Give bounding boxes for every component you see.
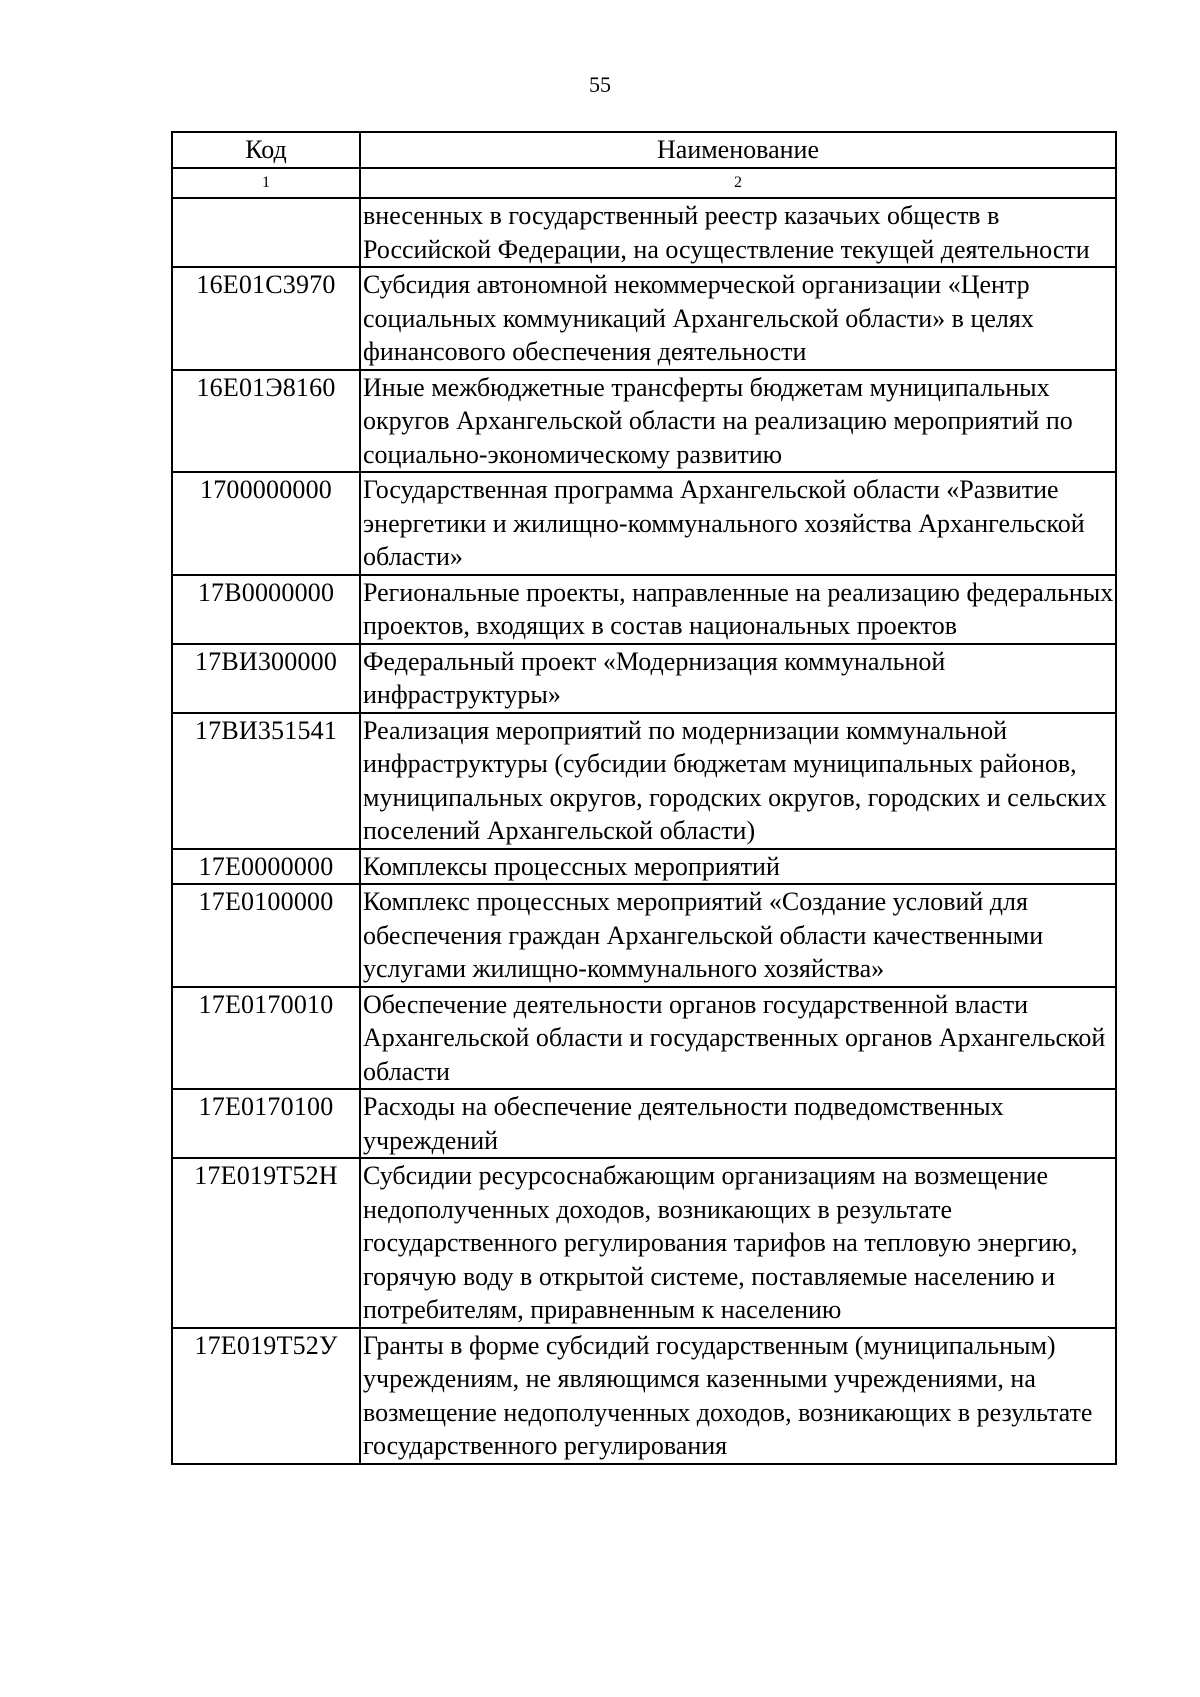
table-row (172, 644, 1116, 713)
row-name: Субсидии ресурсоснабжающим организациям на возмещение недополученных доходов, возникающих в результате государственного регулирования тарифов на тепловую энергию, горячую воду в открытой системе, поставляемые населению и потребителям, приравненным к населению (360, 1158, 1116, 1328)
page-number: 55 (589, 72, 611, 97)
header-code: Код (172, 132, 360, 168)
table-row (172, 849, 1116, 885)
row-code (172, 198, 360, 267)
header-name: Наименование (360, 132, 1116, 168)
column-number-1: 1 (172, 168, 360, 198)
table-row (172, 267, 1116, 370)
table-row (172, 370, 1116, 473)
row-code: 16Е01С3970 (172, 267, 360, 370)
row-code: 17ВИ351541 (172, 713, 360, 849)
row-code: 16Е01Э8160 (172, 370, 360, 473)
row-name: внесенных в государственный реестр казачьих обществ в Российской Федерации, на осуществление текущей деятельности (360, 198, 1116, 267)
row-code: 17Е0170100 (172, 1089, 360, 1158)
row-code: 1700000000 (172, 472, 360, 575)
table-header-row (172, 132, 1116, 168)
row-name: Государственная программа Архангельской области «Развитие энергетики и жилищно-коммунального хозяйства Архангельской области» (360, 472, 1116, 575)
table-row (172, 198, 1116, 267)
row-name: Реализация мероприятий по модернизации коммунальной инфраструктуры (субсидии бюджетам муниципальных районов, муниципальных округов, городских округов, городских и сельских поселений Архангельской области) (360, 713, 1116, 849)
table-row (172, 987, 1116, 1090)
budget-classification-table (171, 131, 1117, 1465)
row-code: 17Е019Т52Н (172, 1158, 360, 1328)
row-code: 17В0000000 (172, 575, 360, 644)
row-name: Субсидия автономной некоммерческой организации «Центр социальных коммуникаций Архангельской области» в целях финансового обеспечения деятельности (360, 267, 1116, 370)
row-name: Иные межбюджетные трансферты бюджетам муниципальных округов Архангельской области на реализацию мероприятий по социально-экономическому развитию (360, 370, 1116, 473)
row-name: Федеральный проект «Модернизация коммунальной инфраструктуры» (360, 644, 1116, 713)
table-row (172, 575, 1116, 644)
row-name: Комплексы процессных мероприятий (360, 849, 1116, 885)
row-code: 17Е0100000 (172, 884, 360, 987)
row-code: 17Е019Т52У (172, 1328, 360, 1464)
row-name: Обеспечение деятельности органов государственной власти Архангельской области и государственных органов Архангельской области (360, 987, 1116, 1090)
table-row (172, 1328, 1116, 1464)
row-code: 17Е0000000 (172, 849, 360, 885)
table-row (172, 472, 1116, 575)
row-name: Комплекс процессных мероприятий «Создание условий для обеспечения граждан Архангельской области качественными услугами жилищно-коммунального хозяйства» (360, 884, 1116, 987)
column-number-row (172, 168, 1116, 198)
table-row (172, 884, 1116, 987)
row-name: Расходы на обеспечение деятельности подведомственных учреждений (360, 1089, 1116, 1158)
row-code: 17ВИ300000 (172, 644, 360, 713)
row-code: 17Е0170010 (172, 987, 360, 1090)
table-row (172, 1158, 1116, 1328)
row-name: Региональные проекты, направленные на реализацию федеральных проектов, входящих в состав национальных проектов (360, 575, 1116, 644)
column-number-2: 2 (360, 168, 1116, 198)
table-row (172, 713, 1116, 849)
table-row (172, 1089, 1116, 1158)
row-name: Гранты в форме субсидий государственным (муниципальным) учреждениям, не являющимся казенными учреждениями, на возмещение недополученных доходов, возникающих в результате государственного регулирования (360, 1328, 1116, 1464)
